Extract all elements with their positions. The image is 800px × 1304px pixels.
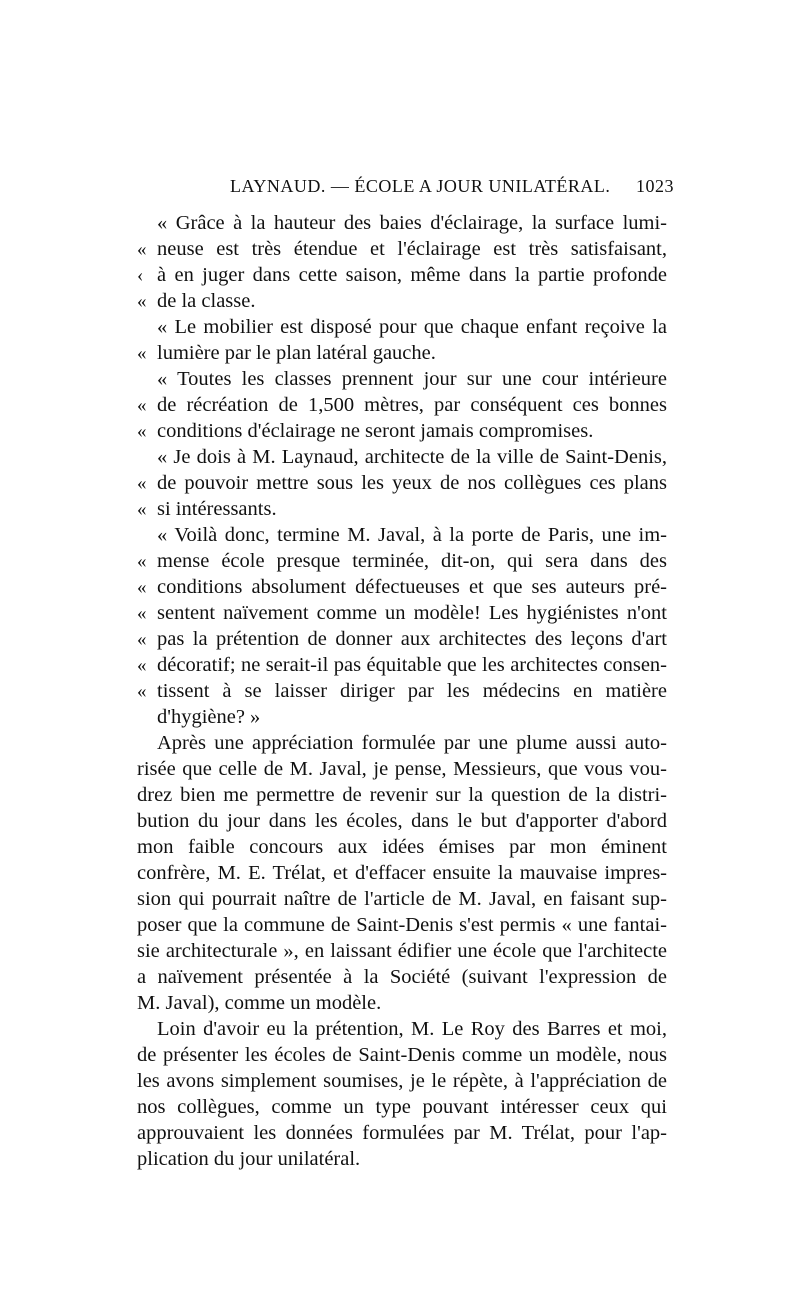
text-line: « Grâce à la hauteur des baies d'éclairage, la surface lumi- (157, 212, 667, 234)
text-line: « Je dois à M. Laynaud, architecte de la ville de Saint-Denis, (157, 446, 667, 468)
page-number: 1023 (636, 176, 674, 196)
text-line: pas la prétention de donner aux architectes des leçons d'art (157, 628, 667, 650)
text-line: « Le mobilier est disposé pour que chaque enfant reçoive la (157, 316, 667, 338)
text-line: Loin d'avoir eu la prétention, M. Le Roy des Barres et moi, (157, 1018, 667, 1040)
margin-quote-mark: « (137, 239, 147, 260)
margin-quote-mark: « (137, 291, 147, 312)
text-line: poser que la commune de Saint-Denis s'est permis « une fantai- (137, 914, 667, 936)
margin-quote-mark: « (137, 603, 147, 624)
margin-quote-mark: « (137, 473, 147, 494)
text-line: les avons simplement soumises, je le répète, à l'appréciation de (137, 1070, 667, 1092)
text-line: « Voilà donc, termine M. Javal, à la porte de Paris, une im- (157, 524, 667, 546)
margin-quote-mark: « (137, 629, 147, 650)
text-line: mon faible concours aux idées émises par mon éminent (137, 836, 667, 858)
margin-quote-mark: « (137, 395, 147, 416)
text-line: à en juger dans cette saison, même dans la partie profonde (157, 264, 667, 286)
text-line: confrère, M. E. Trélat, et d'effacer ensuite la mauvaise impres- (137, 862, 667, 884)
running-title: LAYNAUD. — ÉCOLE A JOUR UNILATÉRAL. (230, 176, 611, 196)
text-line: Après une appréciation formulée par une plume aussi auto- (157, 732, 667, 754)
text-line: tissent à se laisser diriger par les médecins en matière (157, 680, 667, 702)
text-line: drez bien me permettre de revenir sur la question de la distri- (137, 784, 667, 806)
text-line: sion qui pourrait naître de l'article de M. Javal, en faisant sup- (137, 888, 667, 910)
text-line: « Toutes les classes prennent jour sur une cour intérieure (157, 368, 667, 390)
text-line: de récréation de 1,500 mètres, par conséquent ces bonnes (157, 394, 667, 416)
text-line: décoratif; ne serait-il pas équitable que les architectes consen- (157, 654, 667, 676)
margin-quote-mark: « (137, 499, 147, 520)
text-line: risée que celle de M. Javal, je pense, Messieurs, que vous vou- (137, 758, 667, 780)
text-line: bution du jour dans les écoles, dans le but d'apporter d'abord (137, 810, 667, 832)
running-header (142, 176, 674, 202)
text-line: de présenter les écoles de Saint-Denis comme un modèle, nous (137, 1044, 667, 1066)
margin-quote-mark: « (137, 577, 147, 598)
text-line: nos collègues, comme un type pouvant intéresser ceux qui (137, 1096, 667, 1118)
margin-quote-mark: « (137, 655, 147, 676)
text-line: conditions absolument défectueuses et que ses auteurs pré- (157, 576, 667, 598)
margin-quote-mark: « (137, 343, 147, 364)
text-line: plication du jour unilatéral. (137, 1148, 361, 1170)
text-line: lumière par le plan latéral gauche. (157, 342, 436, 364)
text-line: de pouvoir mettre sous les yeux de nos collègues ces plans (157, 472, 667, 494)
text-line: M. Javal), comme un modèle. (137, 992, 382, 1014)
margin-quote-mark: ‹ (137, 265, 144, 286)
text-line: neuse est très étendue et l'éclairage est très satisfaisant, (157, 238, 667, 260)
text-line: conditions d'éclairage ne seront jamais compromises. (157, 420, 594, 442)
text-line: sie architecturale », en laissant édifier une école que l'architecte (137, 940, 667, 962)
text-line: a naïvement présentée à la Société (suivant l'expression de (137, 966, 667, 988)
text-line: si intéressants. (157, 498, 277, 520)
margin-quote-mark: « (137, 421, 147, 442)
text-line: mense école presque terminée, dit-on, qui sera dans des (157, 550, 667, 572)
text-line: d'hygiène? » (157, 706, 261, 728)
text-line: de la classe. (157, 290, 256, 312)
margin-quote-mark: « (137, 551, 147, 572)
text-line: sentent naïvement comme un modèle! Les hygiénistes n'ont (157, 602, 667, 624)
text-line: approuvaient les données formulées par M. Trélat, pour l'ap- (137, 1122, 667, 1144)
margin-quote-mark: « (137, 681, 147, 702)
